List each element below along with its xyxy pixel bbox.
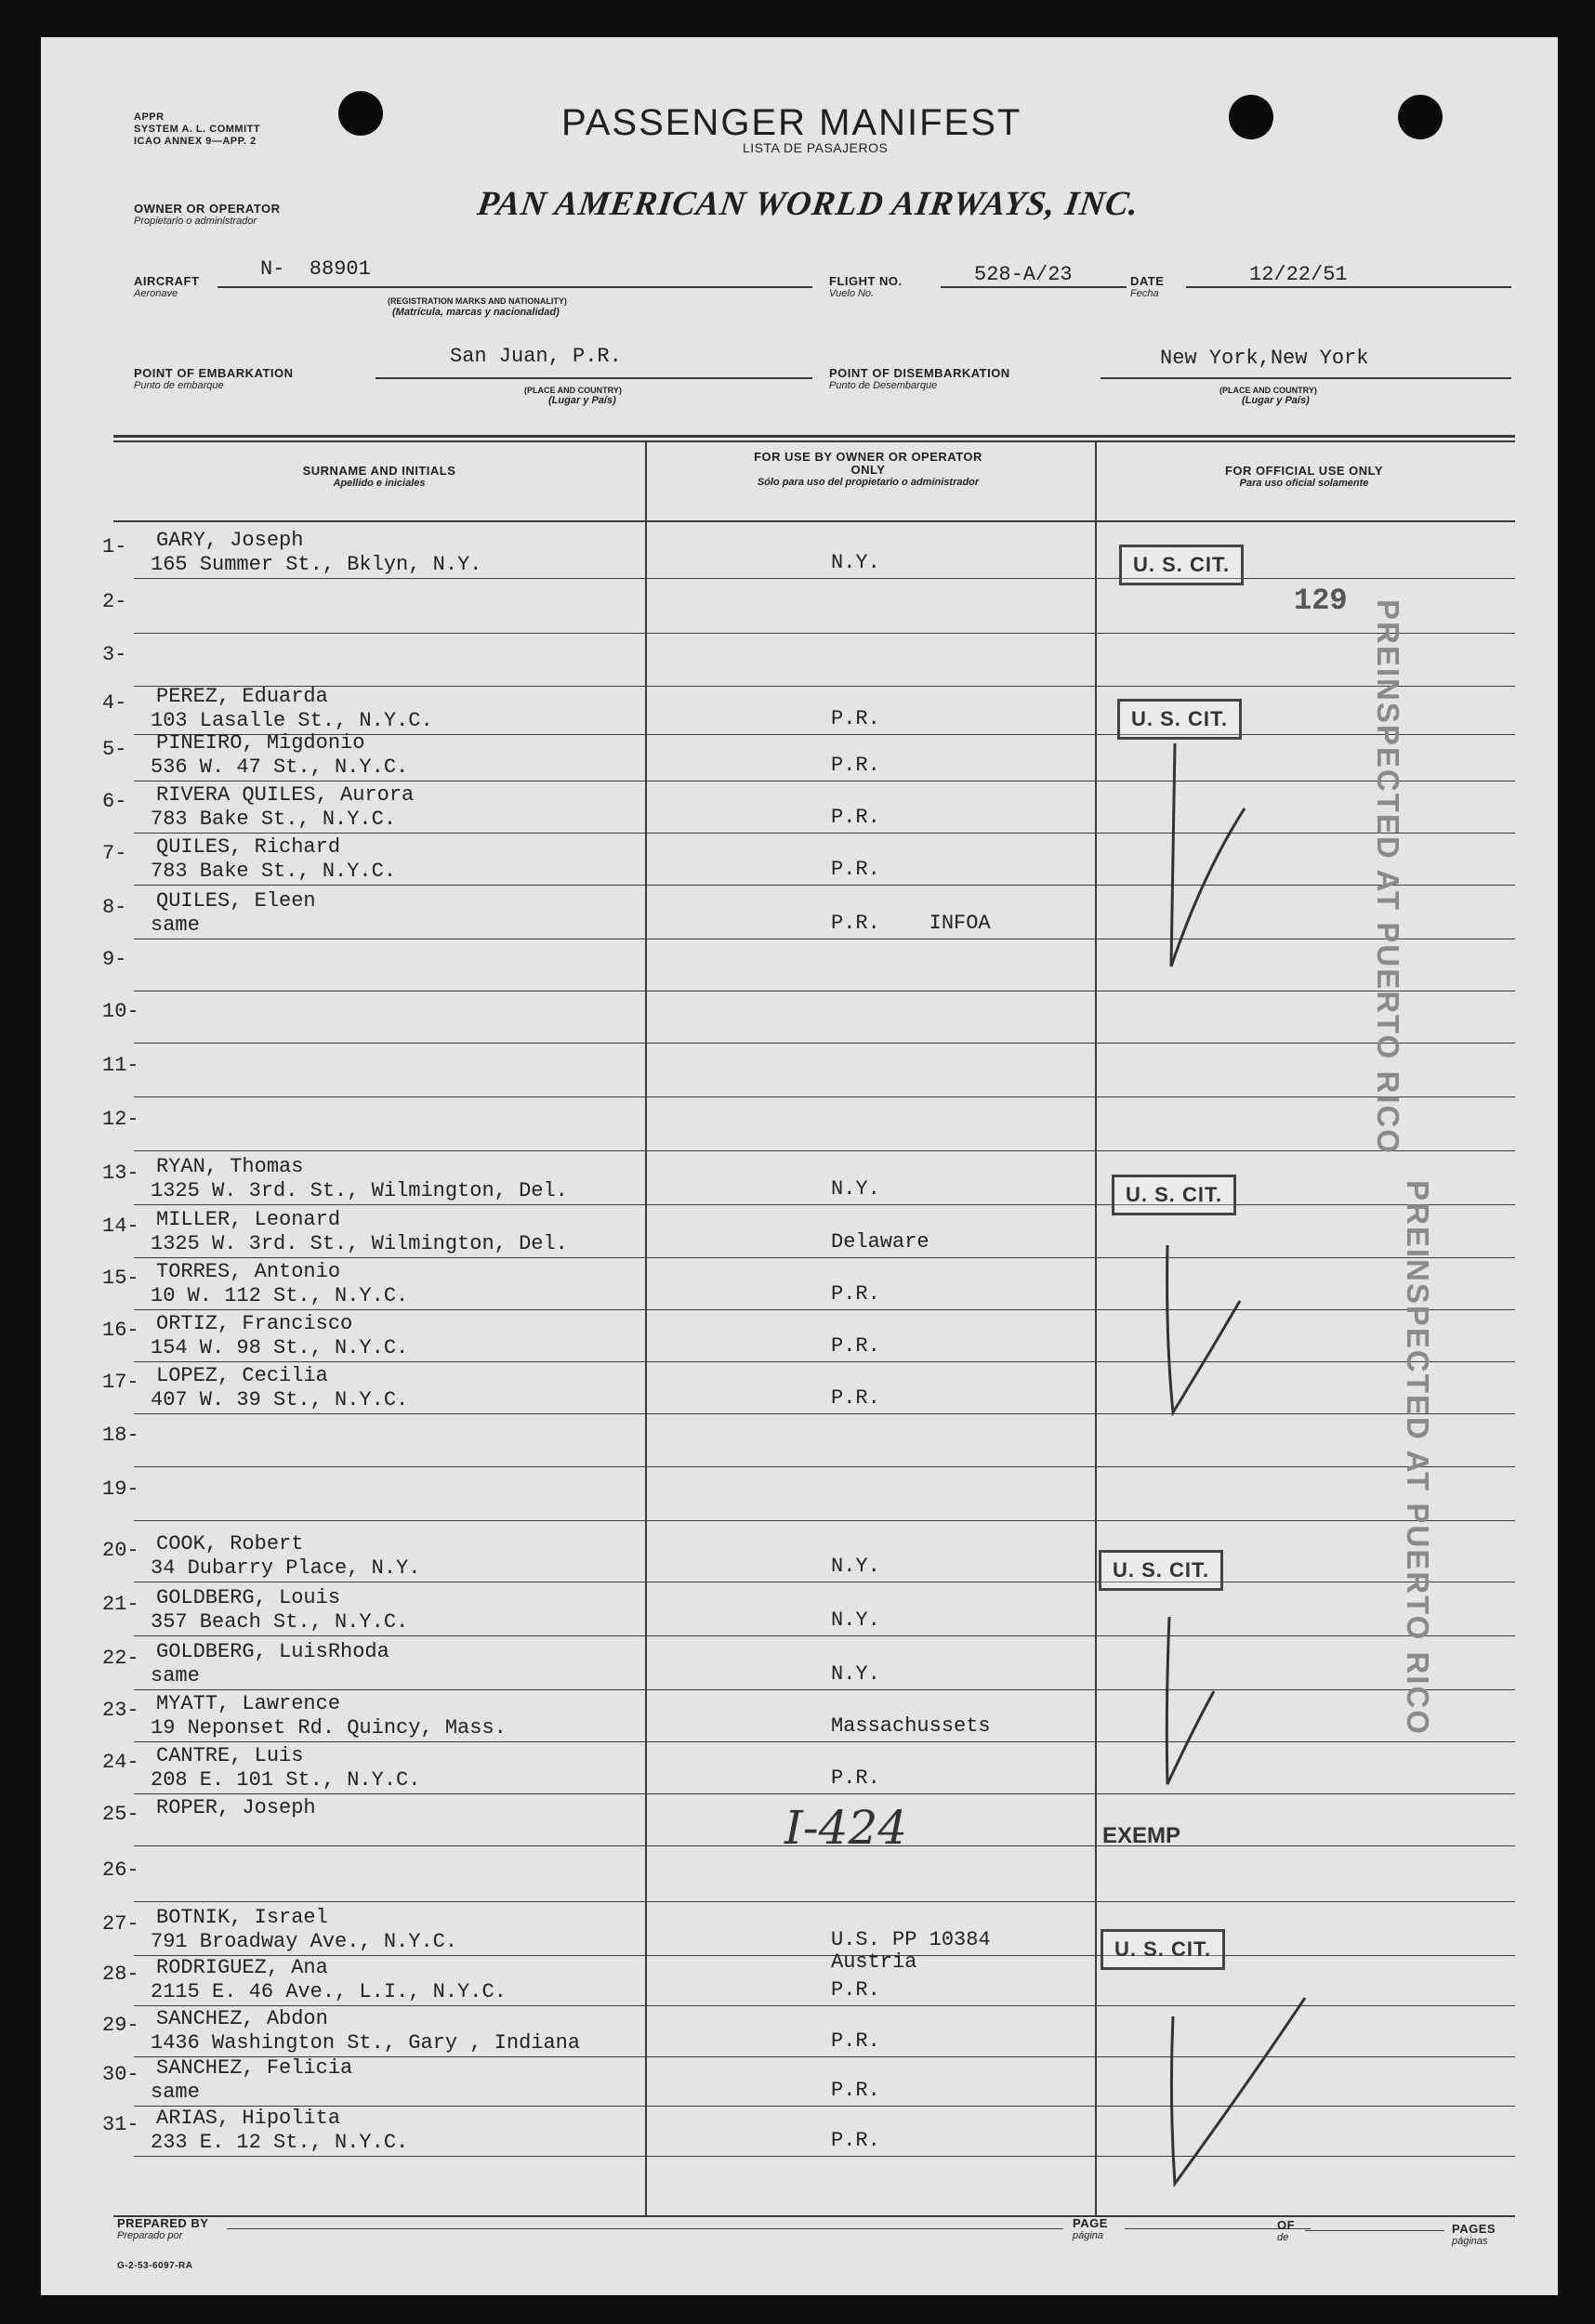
disembark-value: New York,New York <box>1160 347 1369 370</box>
owner-note: N.Y. <box>831 1555 880 1578</box>
row-number: 19- <box>102 1477 139 1501</box>
of-label-es: de <box>1277 2232 1289 2243</box>
passenger-name: LOPEZ, Cecilia <box>156 1364 328 1387</box>
passenger-address: same <box>151 2081 200 2104</box>
aircraft-label: AIRCRAFT <box>134 274 200 288</box>
embark-place-caption: (PLACE AND COUNTRY) <box>524 386 622 395</box>
owner-note: P.R. <box>831 707 880 730</box>
form-ref-line1: APPR <box>134 112 165 123</box>
column-header-owner-es: Sólo para uso del propietario o administrador <box>757 477 980 488</box>
prepared-by-label: PREPARED BY <box>117 2216 209 2230</box>
passenger-address: 165 Summer St., Bklyn, N.Y. <box>151 553 482 576</box>
date-label-es: Fecha <box>1130 288 1159 299</box>
passenger-name: QUILES, Richard <box>156 835 341 859</box>
column-header-owner-text: FOR USE BY OWNER OR OPERATOR ONLY <box>754 450 982 477</box>
owner-note: P.R. <box>831 2079 880 2102</box>
passenger-address: 2115 E. 46 Ave., L.I., N.Y.C. <box>151 1980 507 2003</box>
row-number: 29- <box>102 2014 139 2037</box>
passenger-address: 1436 Washington St., Gary , Indiana <box>151 2031 581 2055</box>
passenger-name: SANCHEZ, Abdon <box>156 2007 328 2030</box>
owner-note: P.R. <box>831 1386 880 1410</box>
passenger-name: COOK, Robert <box>156 1532 304 1556</box>
passenger-address: 1325 W. 3rd. St., Wilmington, Del. <box>151 1232 568 1255</box>
owner-note: Massachussets <box>831 1714 991 1738</box>
date-value: 12/22/51 <box>1249 263 1348 286</box>
page-number-stamp: 129 <box>1294 584 1348 618</box>
row-number: 11- <box>102 1054 139 1077</box>
row-number: 22- <box>102 1647 139 1670</box>
page-title: PASSENGER MANIFEST <box>561 102 1022 143</box>
passenger-address: same <box>151 1664 200 1687</box>
passenger-address: 103 Lasalle St., N.Y.C. <box>151 709 433 732</box>
embark-place-caption-es: (Lugar y País) <box>548 395 616 406</box>
owner-note: N.Y. <box>831 1608 880 1632</box>
embark-value: San Juan, P.R. <box>450 345 622 368</box>
row-number: 16- <box>102 1319 139 1342</box>
row-number: 27- <box>102 1912 139 1936</box>
passenger-address: 208 E. 101 St., N.Y.C. <box>151 1768 421 1792</box>
of-label: OF <box>1277 2218 1296 2232</box>
passenger-name: TORRES, Antonio <box>156 1260 341 1283</box>
row-number: 21- <box>102 1593 139 1616</box>
row-number: 17- <box>102 1371 139 1394</box>
row-number: 1- <box>102 535 127 558</box>
us-cit-stamp-3: U. S. CIT. <box>1112 1175 1236 1215</box>
manifest-sheet <box>41 37 1558 2295</box>
passenger-address: 407 W. 39 St., N.Y.C. <box>151 1388 409 1411</box>
disembark-label-es: Punto de Desembarque <box>829 380 938 391</box>
passenger-name: GARY, Joseph <box>156 529 304 552</box>
passenger-name: QUILES, Eleen <box>156 889 316 913</box>
us-cit-stamp-1: U. S. CIT. <box>1119 545 1244 585</box>
owner-note: N.Y. <box>831 1662 880 1686</box>
owner-note: P.R. <box>831 858 880 881</box>
owner-note: P.R. <box>831 1766 880 1790</box>
check-mark-3 <box>1167 1617 1214 1784</box>
aircraft-value: N- 88901 <box>260 257 371 281</box>
passenger-address: 1325 W. 3rd. St., Wilmington, Del. <box>151 1179 568 1202</box>
flight-label: FLIGHT NO. <box>829 274 903 288</box>
passenger-address: 10 W. 112 St., N.Y.C. <box>151 1284 409 1307</box>
row-number: 25- <box>102 1803 139 1826</box>
passenger-name: GOLDBERG, Louis <box>156 1586 341 1609</box>
us-cit-stamp-4: U. S. CIT. <box>1099 1550 1223 1591</box>
passenger-address: 19 Neponset Rd. Quincy, Mass. <box>151 1716 507 1740</box>
passenger-address: same <box>151 913 200 937</box>
owner-note: P.R. <box>831 2029 880 2053</box>
row-number: 23- <box>102 1699 139 1722</box>
row-number: 12- <box>102 1108 139 1131</box>
check-mark-2 <box>1167 1245 1240 1412</box>
row-number: 8- <box>102 896 127 919</box>
row-number: 15- <box>102 1267 139 1290</box>
passenger-name: GOLDBERG, LuisRhoda <box>156 1640 389 1663</box>
passenger-name: RIVERA QUILES, Aurora <box>156 783 415 807</box>
passenger-name: BOTNIK, Israel <box>156 1906 328 1929</box>
owner-note: P.R. <box>831 2129 880 2152</box>
row-number: 26- <box>102 1858 139 1882</box>
registration-caption-es: (Matrícula, marcas y nacionalidad) <box>392 307 560 318</box>
owner-note: P.R. <box>831 1282 880 1306</box>
date-label: DATE <box>1130 274 1165 288</box>
row-number: 30- <box>102 2063 139 2086</box>
form-code: G-2-53-6097-RA <box>117 2261 193 2271</box>
preinspected-stamp-1: PREINSPECTED AT PUERTO RICO <box>1371 599 1405 1155</box>
row-number: 18- <box>102 1424 139 1447</box>
page-label-es: página <box>1073 2230 1104 2241</box>
registration-caption: (REGISTRATION MARKS AND NATIONALITY) <box>388 296 567 306</box>
pages-label-es: páginas <box>1452 2236 1488 2247</box>
passenger-address: 791 Broadway Ave., N.Y.C. <box>151 1930 458 1953</box>
row-number: 13- <box>102 1162 139 1185</box>
owner-label-es: Propietario o administrador <box>134 216 257 227</box>
table-bottom-rule <box>113 2215 1515 2217</box>
passenger-name: MILLER, Leonard <box>156 1208 341 1231</box>
us-cit-stamp-5: U. S. CIT. <box>1101 1929 1225 1970</box>
prepared-by-label-es: Preparado por <box>117 2230 183 2241</box>
column-header-surname-es: Apellido e iniciales <box>333 478 426 489</box>
row-number: 2- <box>102 590 127 613</box>
row-number: 10- <box>102 1000 139 1023</box>
passenger-name: CANTRE, Luis <box>156 1744 304 1767</box>
passenger-address: 783 Bake St., N.Y.C. <box>151 807 397 831</box>
row-number: 3- <box>102 643 127 666</box>
form-ref-line3: ICAO ANNEX 9—APP. 2 <box>134 136 257 147</box>
exempt-stamp: EXEMP <box>1102 1823 1181 1848</box>
passenger-address: 357 Beach St., N.Y.C. <box>151 1610 409 1634</box>
check-marks <box>41 37 1558 2295</box>
company-name: PAN AMERICAN WORLD AIRWAYS, INC. <box>475 185 1142 223</box>
passenger-address: 783 Bake St., N.Y.C. <box>151 860 397 883</box>
passenger-name: PINEIRO, Migdonio <box>156 731 365 755</box>
pages-label: PAGES <box>1452 2222 1496 2236</box>
passenger-name: ORTIZ, Francisco <box>156 1312 353 1335</box>
column-header-official-es: Para uso oficial solamente <box>1239 478 1369 489</box>
row-number: 6- <box>102 790 127 813</box>
passenger-name: PEREZ, Eduarda <box>156 685 328 708</box>
owner-note: P.R. INFOA <box>831 912 991 935</box>
row-number: 4- <box>102 691 127 715</box>
owner-note: P.R. <box>831 1978 880 2002</box>
passenger-name: RYAN, Thomas <box>156 1155 304 1178</box>
owner-note: P.R. <box>831 806 880 829</box>
aircraft-label-es: Aeronave <box>134 288 178 299</box>
handwritten-code: I-424 <box>784 1801 908 1855</box>
row-number: 7- <box>102 842 127 865</box>
disembark-place-caption-es: (Lugar y País) <box>1242 395 1310 406</box>
passenger-name: ROPER, Joseph <box>156 1796 316 1819</box>
preinspected-stamp-2: PREINSPECTED AT PUERTO RICO <box>1401 1180 1435 1736</box>
embark-label: POINT OF EMBARKATION <box>134 366 294 380</box>
flight-label-es: Vuelo No. <box>829 288 875 299</box>
row-number: 5- <box>102 738 127 761</box>
row-number: 28- <box>102 1963 139 1986</box>
passenger-name: SANCHEZ, Felicia <box>156 2056 353 2080</box>
passenger-name: MYATT, Lawrence <box>156 1692 341 1715</box>
passenger-address: 154 W. 98 St., N.Y.C. <box>151 1336 409 1359</box>
check-mark-4 <box>1171 1998 1305 2184</box>
owner-note: Delaware <box>831 1230 929 1254</box>
row-number: 9- <box>102 948 127 971</box>
row-number: 24- <box>102 1751 139 1774</box>
us-cit-stamp-2: U. S. CIT. <box>1117 699 1242 740</box>
owner-note: N.Y. <box>831 1177 880 1201</box>
owner-note: U.S. PP 10384 Austria <box>831 1928 991 1974</box>
column-header-surname-text: SURNAME AND INITIALS <box>302 464 456 478</box>
row-number: 14- <box>102 1215 139 1238</box>
flight-value: 528-A/23 <box>974 263 1073 286</box>
passenger-name: ARIAS, Hipolita <box>156 2107 341 2130</box>
passenger-address: 34 Dubarry Place, N.Y. <box>151 1556 421 1580</box>
embark-label-es: Punto de embarque <box>134 380 224 391</box>
row-number: 20- <box>102 1539 139 1562</box>
page-subtitle: LISTA DE PASAJEROS <box>743 140 889 155</box>
owner-label: OWNER OR OPERATOR <box>134 202 281 216</box>
check-mark-1 <box>1171 743 1245 966</box>
column-header-official-text: FOR OFFICIAL USE ONLY <box>1224 464 1384 478</box>
of-line <box>1305 2230 1444 2231</box>
passenger-address: 233 E. 12 St., N.Y.C. <box>151 2131 409 2154</box>
disembark-place-caption: (PLACE AND COUNTRY) <box>1219 386 1317 395</box>
passenger-name: RODRIGUEZ, Ana <box>156 1956 328 1979</box>
passenger-address: 536 W. 47 St., N.Y.C. <box>151 755 409 779</box>
owner-note: P.R. <box>831 1334 880 1358</box>
form-ref-line2: SYSTEM A. L. COMMITT <box>134 124 261 135</box>
owner-note: N.Y. <box>831 551 880 574</box>
owner-note: P.R. <box>831 754 880 777</box>
row-number: 31- <box>102 2113 139 2136</box>
prepared-by-line <box>227 2228 1063 2229</box>
disembark-label: POINT OF DISEMBARKATION <box>829 366 1010 380</box>
page-label: PAGE <box>1073 2216 1108 2230</box>
